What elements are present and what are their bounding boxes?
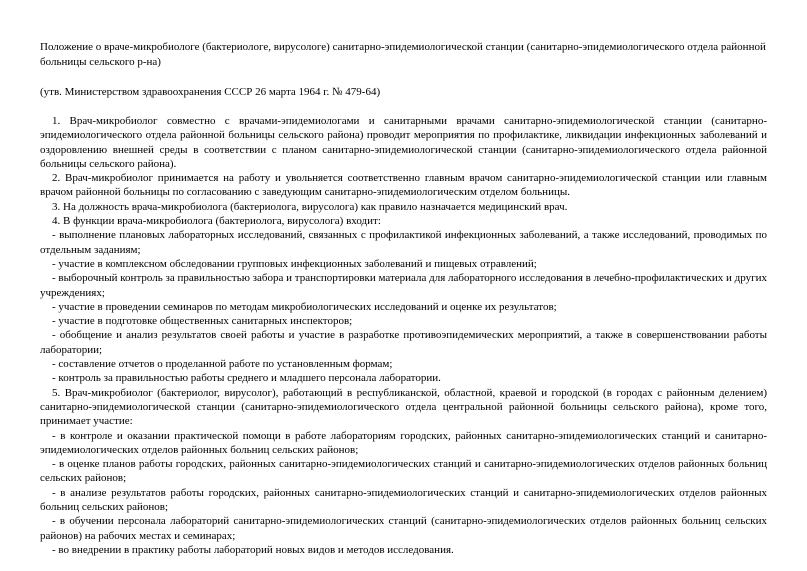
paragraph-1: 1. Врач-микробиолог совместно с врачами-эпидемиологами и санитарными врачами санитарно-эпидемиологической станции (санитарно-эпидемиологического отдела районной больницы сельского района) проводит мероприятия по профилактике, ликвидации инфекционных заболеваний и оздоровлению внешней среды в соответствии с планом санитарно-эпидемиологической станции (санитарно-эпидемиологического отдела районной больницы сельского района). bbox=[40, 115, 767, 170]
paragraph-3: 3. На должность врача-микробиолога (бактериолога, вирусолога) как правило назначается медицинский врач. bbox=[52, 200, 568, 213]
list-item: - участие в комплексном обследовании групповых инфекционных заболеваний и пищевых отравлений; bbox=[52, 257, 537, 270]
list-item: - во внедрении в практику работы лабораторий новых видов и методов исследования. bbox=[52, 543, 454, 556]
list-item: - участие в подготовке общественных санитарных инспекторов; bbox=[52, 315, 353, 328]
list-item: - обобщение и анализ результатов своей работы и участие в разработке противоэпидемических мероприятий, а также в совершенствовании работы лаборатории; bbox=[40, 329, 767, 356]
list-item: - выборочный контроль за правильностью забора и транспортировки материала для лабораторного исследования в лечебно-профилактических и других учреждениях; bbox=[40, 272, 767, 299]
paragraph-2: 2. Врач-микробиолог принимается на работу и увольняется соответственно главным врачом санитарно-эпидемиологической станции или главным врачом районной больницы по согласованию с заведующим санитарно-эпидемиологическим отделом больницы. bbox=[40, 172, 767, 199]
approval-note: (утв. Министерством здравоохранения СССР 26 марта 1964 г. № 479-64) bbox=[40, 86, 381, 98]
list-item: - составление отчетов о проделанной работе по установленным формам; bbox=[52, 358, 393, 371]
list-item: - в контроле и оказании практической помощи в работе лабораториям городских, районных санитарно-эпидемиологических станций и санитарно-эпидемиологических отделов районных больниц сельских районов; bbox=[40, 429, 767, 456]
document-body bbox=[40, 114, 767, 557]
list-item: - в оценке планов работы городских, районных санитарно-эпидемиологических станций и санитарно-эпидемиологических отделов районных больниц сельских районов; bbox=[40, 458, 767, 485]
list-item: - в обучении персонала лабораторий санитарно-эпидемиологических станций (санитарно-эпидемиологических отделов районных больниц сельских районов) на рабочих местах и семинарах; bbox=[40, 515, 767, 542]
paragraph-4: 4. В функции врача-микробиолога (бактериолога, вирусолога) входит: bbox=[52, 215, 381, 228]
list-item: - участие в проведении семинаров по методам микробиологических исследований и оценке их результатов; bbox=[52, 300, 557, 313]
list-item: - контроль за правильностью работы среднего и младшего персонала лаборатории. bbox=[52, 372, 441, 385]
document-title: Положение о враче-микробиологе (бактериологе, вирусологе) санитарно-эпидемиологической станции (санитарно-эпидемиологического отдела районной больницы сельского р-на) bbox=[40, 41, 766, 68]
list-item: - выполнение плановых лабораторных исследований, связанных с профилактикой инфекционных заболеваний, а также исследований, проводимых по отдельным заданиям; bbox=[40, 229, 767, 256]
paragraph-5: 5. Врач-микробиолог (бактериолог, вирусолог), работающий в республиканской, областной, краевой и городской (в городах с районным делением) санитарно-эпидемиологической станции (санитарно-эпидемиологического отдела центральной районной больницы сельского района), кроме того, принимает участие: bbox=[40, 386, 767, 428]
list-item: - в анализе результатов работы городских, районных санитарно-эпидемиологических станций и санитарно-эпидемиологических отделов районных больниц сельских районов; bbox=[40, 486, 767, 514]
